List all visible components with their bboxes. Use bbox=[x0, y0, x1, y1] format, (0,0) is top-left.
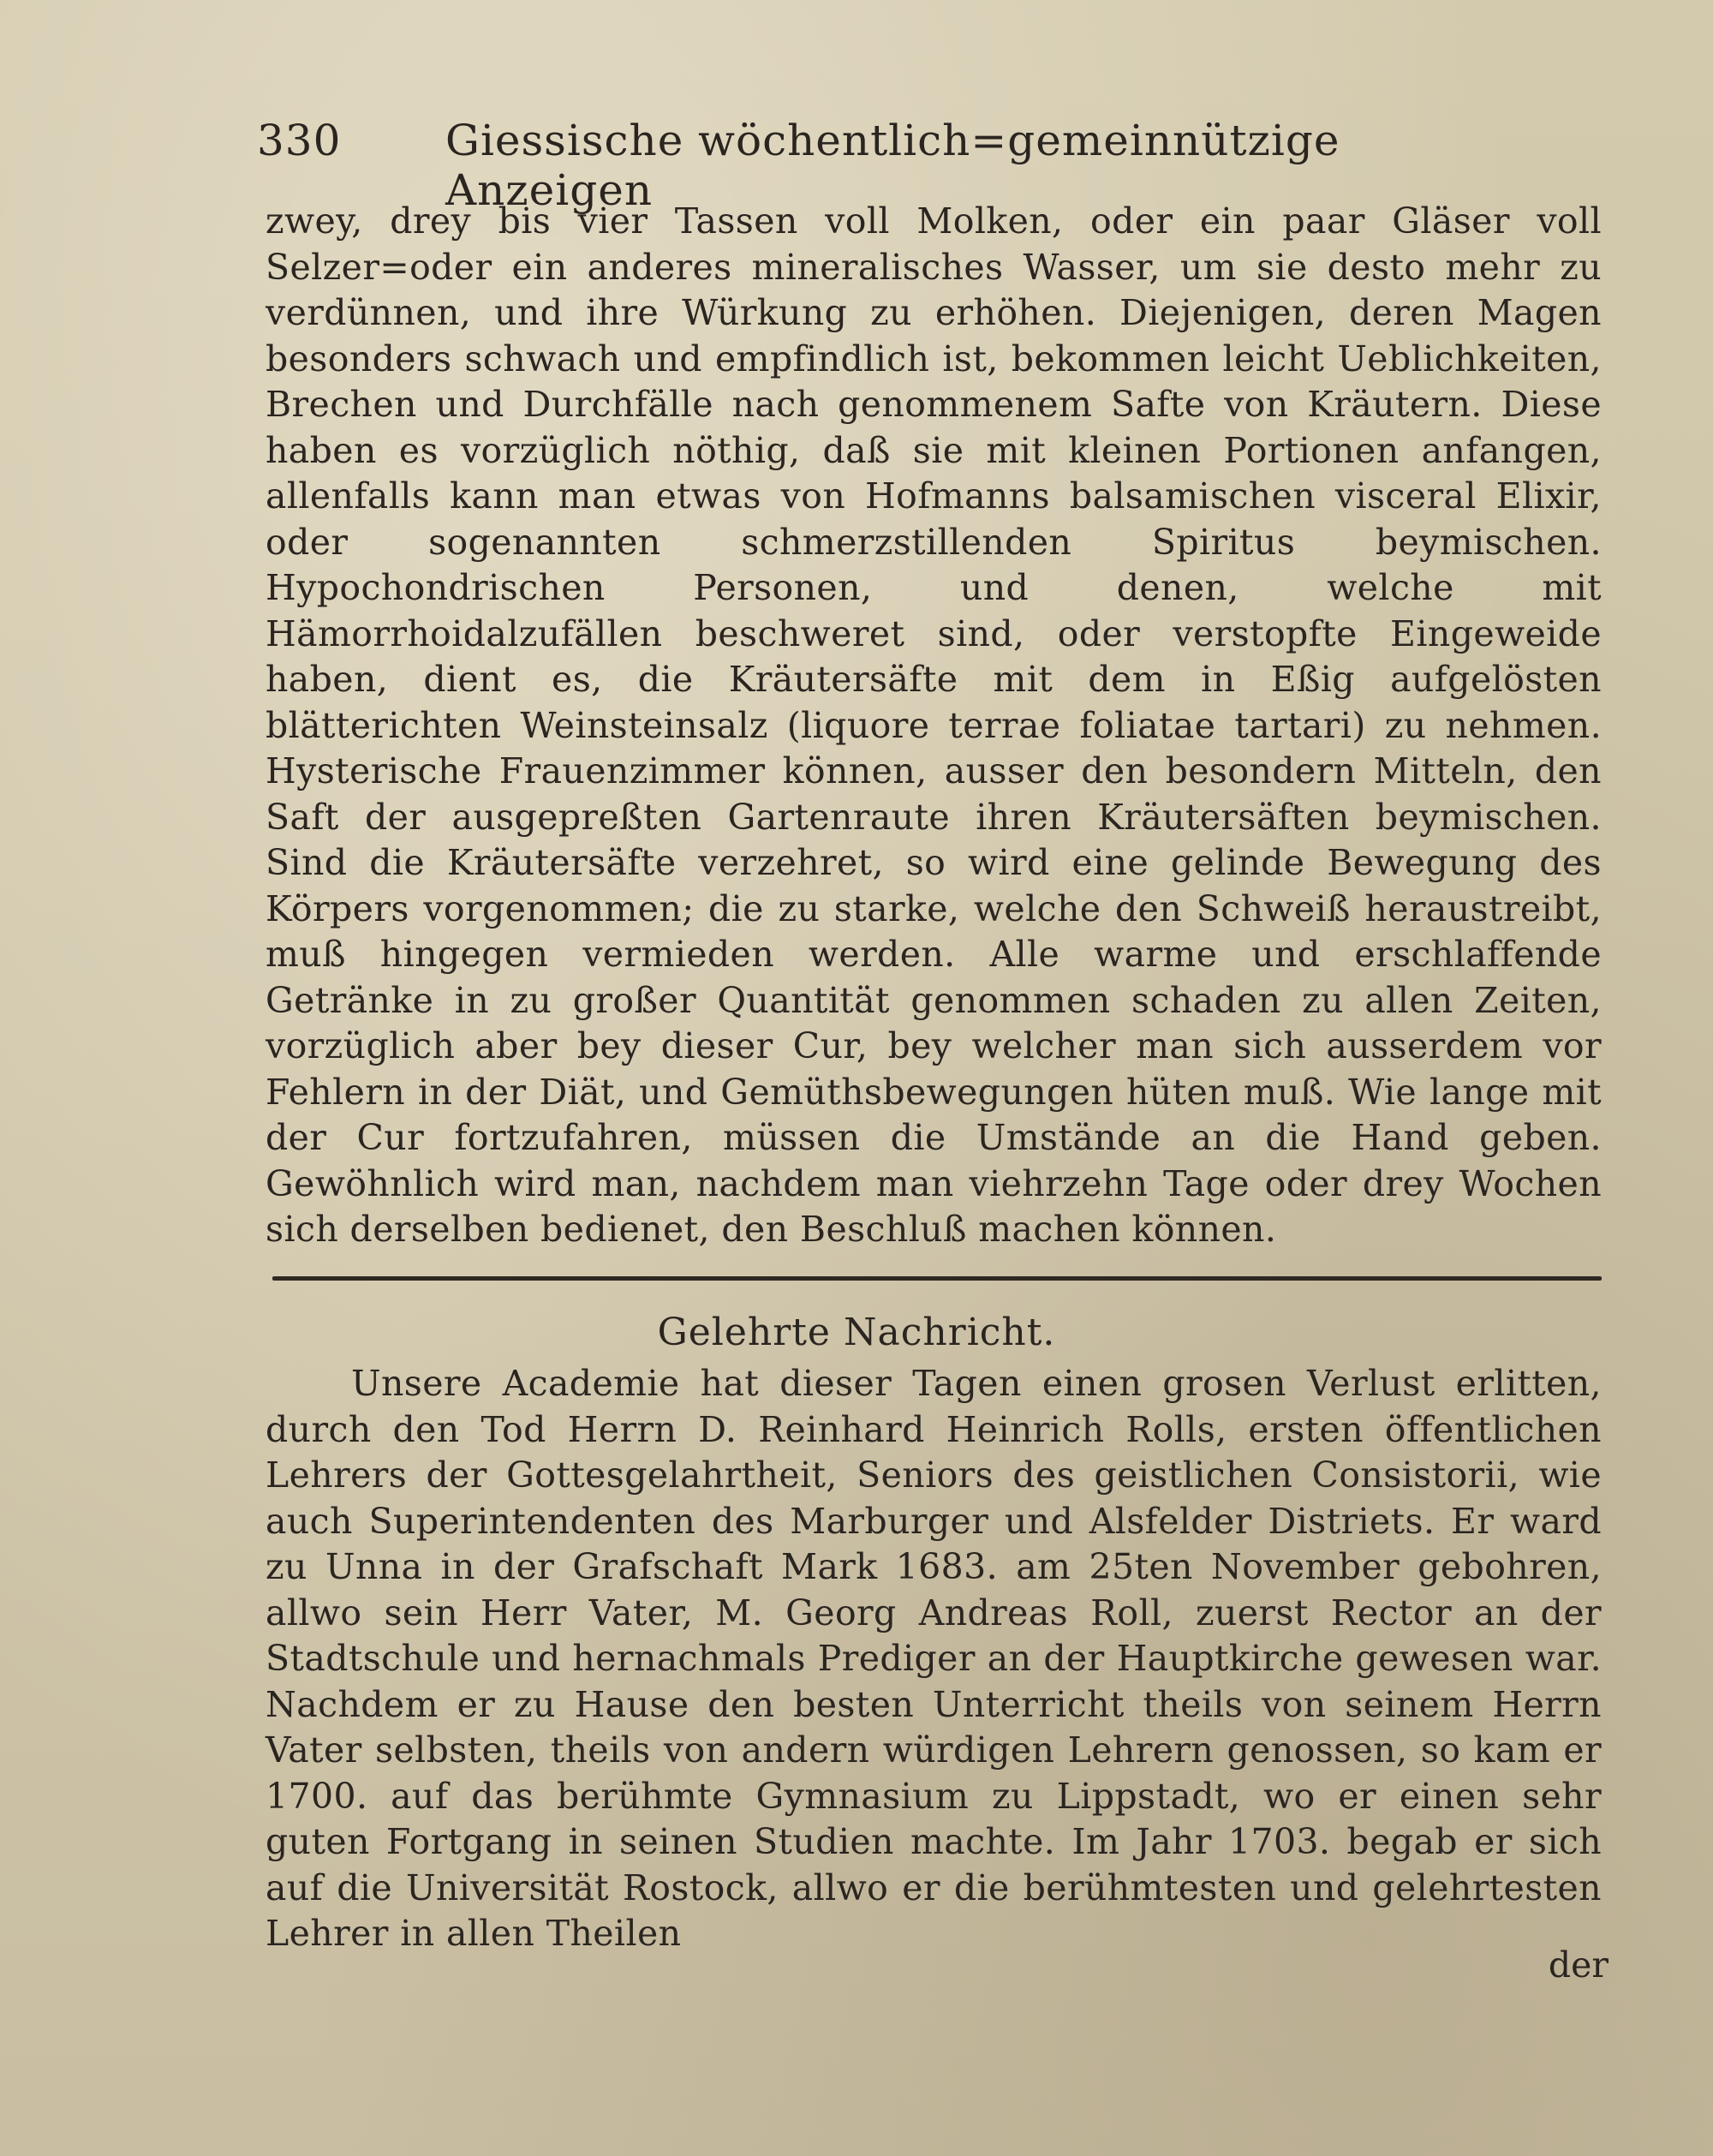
section-heading: Gelehrte Nachricht. bbox=[657, 1311, 1056, 1354]
section-divider bbox=[272, 1276, 1602, 1281]
running-title: Giessische wöchentlich=gemeinnützige Anzeigen bbox=[445, 116, 1340, 215]
page-header bbox=[257, 116, 1456, 215]
section1-paragraph: zwey, drey bis vier Tassen voll Molken, oder ein paar Gläser voll Selzer=oder ein anderes mineralisches Wasser, um sie desto mehr zu verdünnen, und ihre Würkung zu erhöhen. Diejenigen, deren Magen besonders schwach und empfindlich ist, bekommen leicht Ueblichkeiten, Brechen und Durchfälle nach genommenem Safte von Kräutern. Diese haben es vorzüglich nöthig, daß sie mit kleinen Portionen anfangen, allenfalls kann man etwas von Hofmanns balsamischen visceral Elixir, oder sogenannten schmerzstillenden Spiritus beymischen. Hypochondrischen Personen, und denen, welche mit Hämorrhoidalzufällen beschweret sind, oder verstopfte Eingeweide haben, dient es, die Kräutersäfte mit dem in Eßig aufgelösten blätterichten Weinsteinsalz (liquore terrae foliatae tartari) zu nehmen. Hysterische Frauenzimmer können, ausser den besondern Mitteln, den Saft der ausgepreßten Gartenraute ihren Kräutersäften beymischen. Sind die Kräutersäfte verzehret, so wird eine gelinde Bewegung des Körpers vorgenommen; die zu starke, welche den Schweiß heraustreibt, muß hingegen vermieden werden. Alle warme und erschlaffende Getränke in zu großer Quantität genommen schaden zu allen Zeiten, vorzüglich aber bey dieser Cur, bey welcher man sich ausserdem vor Fehlern in der Diät, und Gemüthsbewegungen hüten muß. Wie lange mit der Cur fortzufahren, müssen die Umstände an die Hand geben. Gewöhnlich wird man, nachdem man viehrzehn Tage oder drey Wochen sich derselben bedienet, den Beschluß machen können. bbox=[266, 200, 1602, 1250]
page-number: 330 bbox=[257, 116, 342, 165]
section2-paragraph: Unsere Academie hat dieser Tagen einen grosen Verlust erlitten, durch den Tod Herrn D. Reinhard Heinrich Rolls, ersten öffentlichen Lehrers der Gottesgelahrtheit, Seniors des geistlichen Consistorii, wie auch Superintendenten des Marburger und Alsfelder Distriets. Er ward zu Unna in der Grafschaft Mark 1683. am 25ten November gebohren, allwo sein Herr Vater, M. Georg Andreas Roll, zuerst Rector an der Stadtschule und hernachmals Prediger an der Hauptkirche gewesen war. Nachdem er zu Hause den besten Unterricht theils von seinem Herrn Vater selbsten, theils von andern würdigen Lehrern genossen, so kam er 1700. auf das berühmte Gymnasium zu Lippstadt, wo er einen sehr guten Fortgang in seinen Studien machte. Im Jahr 1703. begab er sich auf die Universität Rostock, allwo er die berühmtesten und gelehrtesten Lehrer in allen Theilen bbox=[266, 1363, 1602, 1954]
catchword: der bbox=[1548, 1944, 1609, 1986]
